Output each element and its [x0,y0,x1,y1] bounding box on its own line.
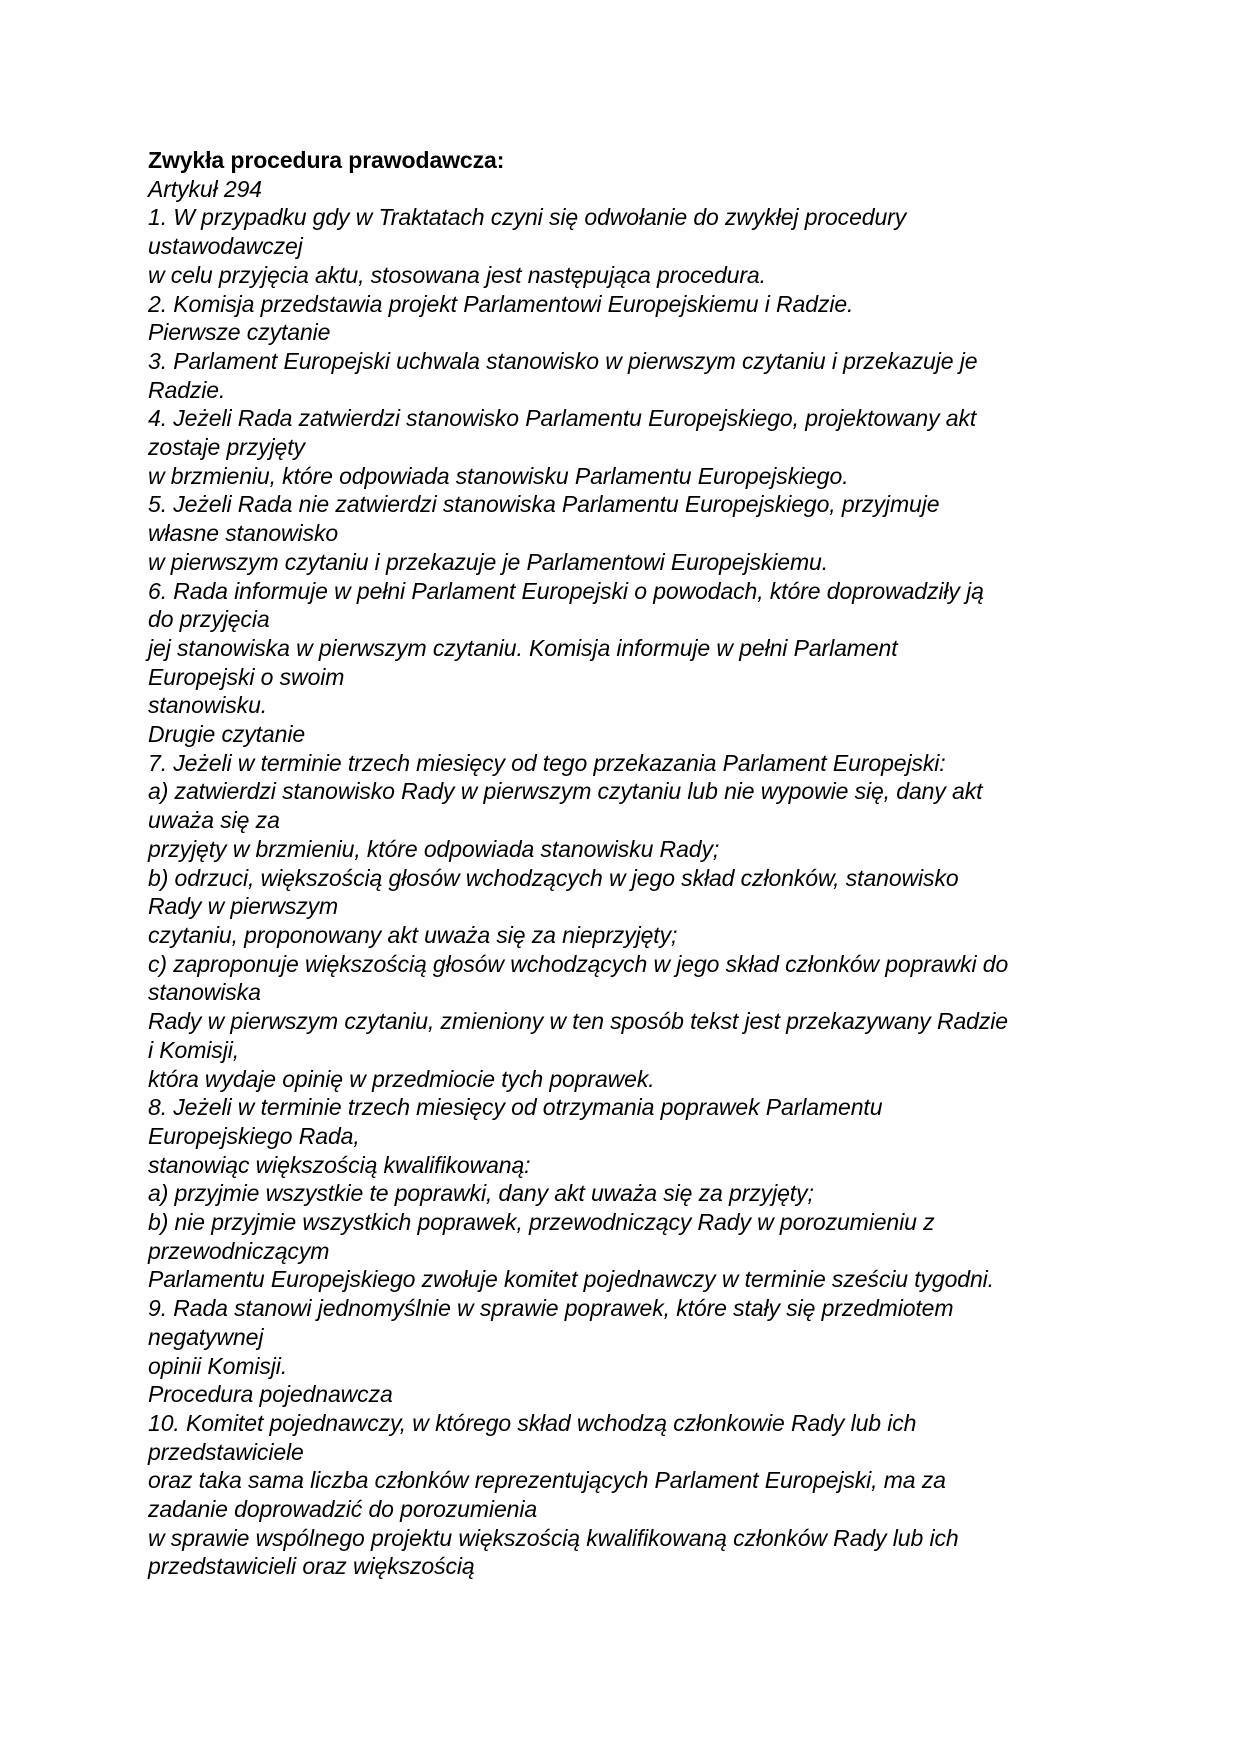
text-line: 8. Jeżeli w terminie trzech miesięcy od otrzymania poprawek Parlamentu [148,1094,883,1121]
text-line: ustawodawczej [148,233,303,260]
text-line: 3. Parlament Europejski uchwala stanowisko w pierwszym czytaniu i przekazuje je [148,347,978,374]
text-line: zostaje przyjęty [148,434,305,461]
text-line: przyjęty w brzmieniu, które odpowiada stanowisku Rady; [148,835,720,862]
text-line: Europejski o swoim [148,663,345,690]
text-line: 5. Jeżeli Rada nie zatwierdzi stanowiska Parlamentu Europejskiego, przyjmuje [148,491,940,518]
text-line: c) zaproponuje większością głosów wchodzących w jego skład członków poprawki do [148,950,1009,977]
text-line: stanowiska [148,979,261,1006]
text-line: uważa się za [148,807,280,834]
text-line: jej stanowiska w pierwszym czytaniu. Komisja informuje w pełni Parlament [148,634,898,661]
text-line: opinii Komisji. [148,1352,288,1379]
text-line: 7. Jeżeli w terminie trzech miesięcy od tego przekazania Parlament Europejski: [148,749,946,776]
text-line: negatywnej [148,1323,264,1350]
text-line: przedstawicieli oraz większością [148,1553,475,1580]
text-line: 10. Komitet pojednawczy, w którego skład wchodzą członkowie Rady lub ich [148,1409,917,1436]
document-body [148,146,1148,1581]
text-line: w pierwszym czytaniu i przekazuje je Parlamentowi Europejskiemu. [148,548,829,575]
text-line: oraz taka sama liczba członków reprezentujących Parlament Europejski, ma za [148,1467,946,1494]
text-line: Radzie. [148,376,226,403]
text-line: Procedura pojednawcza [148,1381,393,1408]
text-line: czytaniu, proponowany akt uważa się za nieprzyjęty; [148,921,678,948]
text-line: 4. Jeżeli Rada zatwierdzi stanowisko Parlamentu Europejskiego, projektowany akt [148,405,977,432]
text-line: Drugie czytanie [148,721,306,748]
text-line: Rady w pierwszym czytaniu, zmieniony w ten sposób tekst jest przekazywany Radzie [148,1008,1008,1035]
text-line: w celu przyjęcia aktu, stosowana jest następująca procedura. [148,261,766,288]
text-line: stanowisku. [148,692,268,719]
text-line: i Komisji, [148,1036,240,1063]
text-line: a) przyjmie wszystkie te poprawki, dany akt uważa się za przyjęty; [148,1180,814,1207]
text-line: Pierwsze czytanie [148,319,331,346]
text-line: w sprawie wspólnego projektu większością kwalifikowaną członków Rady lub ich [148,1524,959,1551]
text-line: Parlamentu Europejskiego zwołuje komitet pojednawczy w terminie sześciu tygodni. [148,1266,994,1293]
text-line: w brzmieniu, które odpowiada stanowisku Parlamentu Europejskiego. [148,462,849,489]
text-line: 2. Komisja przedstawia projekt Parlamentowi Europejskiemu i Radzie. [148,290,854,317]
text-line: 6. Rada informuje w pełni Parlament Europejski o powodach, które doprowadziły ją [148,577,984,604]
text-line: przewodniczącym [148,1237,330,1264]
text-line: Europejskiego Rada, [148,1122,360,1149]
text-line: b) nie przyjmie wszystkich poprawek, przewodniczący Rady w porozumieniu z [148,1209,935,1236]
text-line: która wydaje opinię w przedmiocie tych poprawek. [148,1065,655,1092]
text-line: Artykuł 294 [148,175,262,202]
text-line: 9. Rada stanowi jednomyślnie w sprawie poprawek, które stały się przedmiotem [148,1295,954,1322]
text-line: do przyjęcia [148,606,270,633]
text-line: b) odrzuci, większością głosów wchodzących w jego skład członków, stanowisko [148,864,959,891]
text-line: a) zatwierdzi stanowisko Rady w pierwszym czytaniu lub nie wypowie się, dany akt [148,778,983,805]
text-line: stanowiąc większością kwalifikowaną: [148,1151,531,1178]
text-line: własne stanowisko [148,520,339,547]
text-line: przedstawiciele [148,1438,304,1465]
document-title: Zwykła procedura prawodawcza: [148,147,505,173]
text-line: zadanie doprowadzić do porozumienia [148,1496,538,1523]
text-line: 1. W przypadku gdy w Traktatach czyni się odwołanie do zwykłej procedury [148,204,907,231]
text-line: Rady w pierwszym [148,893,339,920]
